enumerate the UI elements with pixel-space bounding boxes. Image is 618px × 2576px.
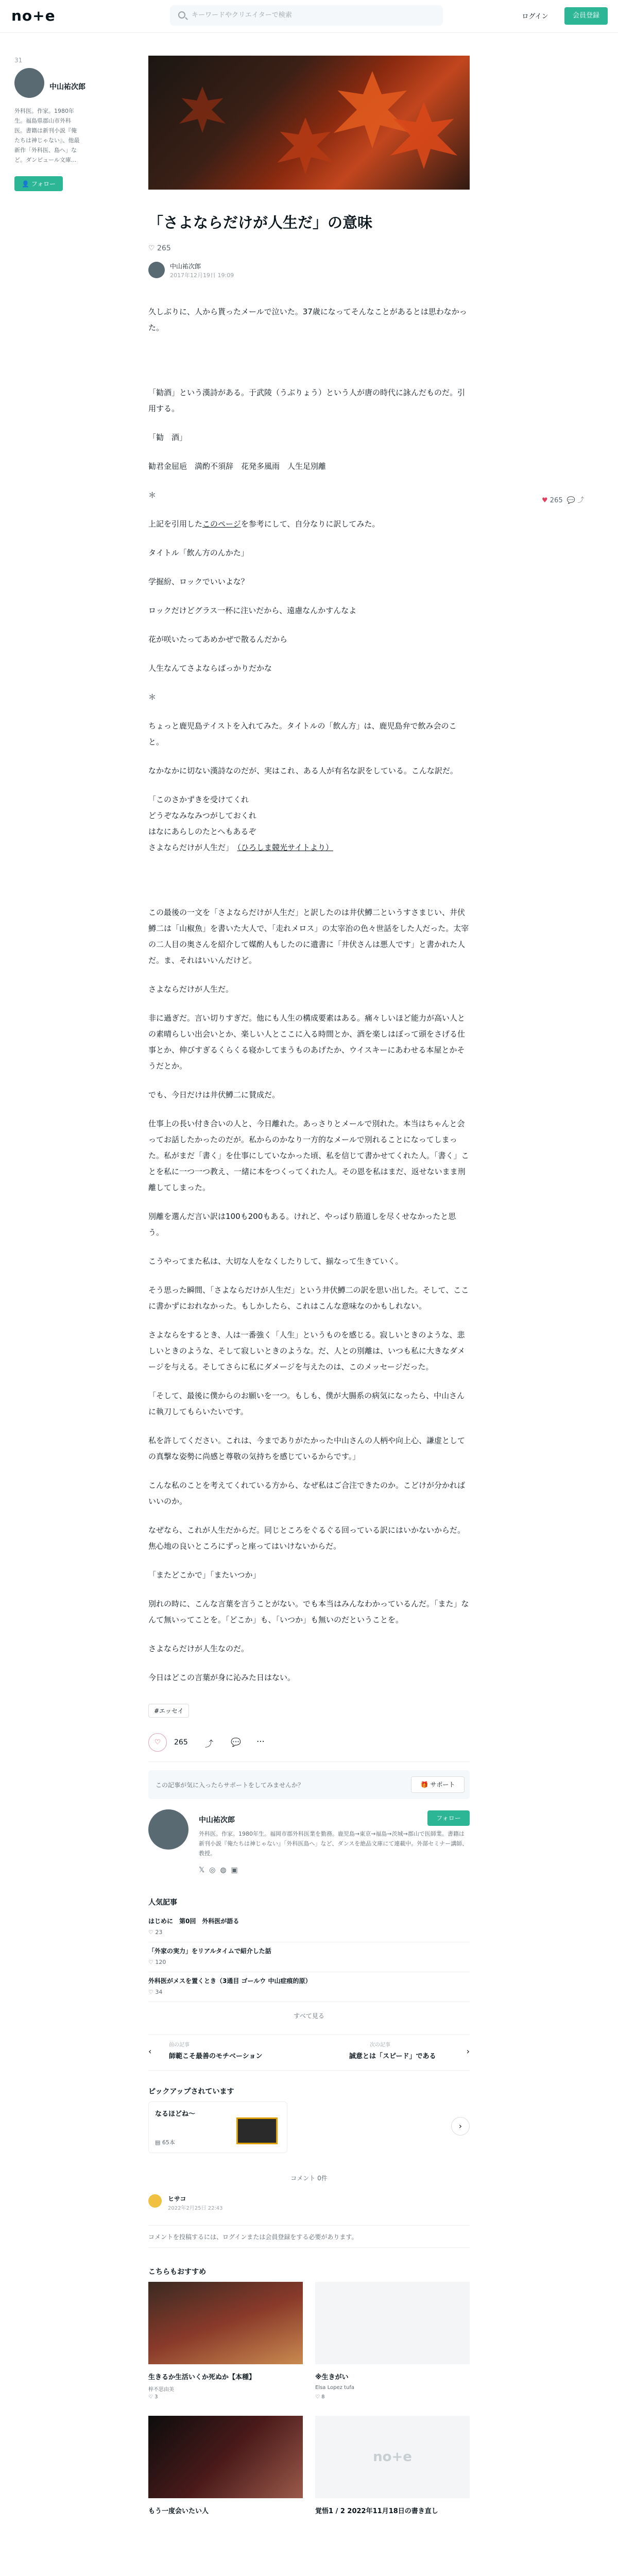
recommended-thumbnail[interactable]	[315, 2282, 470, 2364]
paragraph: こうやってまた私は、大切な人をなくしたりして、揃なって生きていく。	[148, 1257, 403, 1266]
commenter-avatar[interactable]	[148, 2194, 162, 2208]
hero-image	[148, 56, 470, 190]
leaf-shape	[334, 71, 411, 148]
paragraph: なかなかに切ない漢詩なのだが、実はこれ、ある人が有名な訳をしている。こんな訳だ。	[148, 766, 458, 775]
sidebar-author	[14, 57, 85, 191]
paragraph: 今日はどこの言葉が身に沁みた日はない。	[148, 1673, 296, 1682]
carousel-next-button[interactable]	[451, 2117, 470, 2136]
note-logo[interactable]: no+e	[11, 7, 56, 24]
login-button[interactable]: ログイン	[522, 13, 548, 21]
web-icon[interactable]: ◍	[220, 1866, 227, 1874]
follow-button[interactable]: 👤 フォロー	[14, 176, 63, 191]
recommended-thumbnail[interactable]	[148, 2416, 303, 2498]
recommended-heading: こちらもおすすめ	[148, 2268, 207, 2276]
recommended-title[interactable]: 覚悟1 / 2 2022年11月18日の書き直し	[315, 2507, 438, 2515]
rss-icon[interactable]: ▣	[231, 1866, 238, 1874]
support-text: この記事が気に入ったらサポートをしてみませんか？	[156, 1782, 304, 1789]
popular-heading: 人気記事	[148, 1899, 177, 1907]
paragraph: 「そして、最後に僕からのお願いを一つ。もしも、僕が大腸系の病気になったら、中山さんに執刀してもらいたいです。	[148, 1391, 465, 1416]
recommended-section	[148, 2266, 470, 2555]
floating-actions: ♥ 265 💬 ⤴	[542, 497, 585, 504]
instagram-icon[interactable]: ◎	[209, 1866, 216, 1874]
next-article-link[interactable]: 誠意とは「スピード」である	[349, 2053, 436, 2060]
like-button[interactable]	[148, 1733, 167, 1752]
share-icon[interactable]: ⤴	[577, 497, 585, 504]
paragraph: でも、今日だけは井伏鱒二に賛成だ。	[148, 1090, 280, 1099]
chevron-right-icon[interactable]: ›	[466, 2046, 470, 2056]
paragraph: さよならだけが人生だ。	[148, 985, 234, 994]
action-bar	[148, 1731, 470, 1762]
paragraph: ＊	[148, 490, 157, 500]
paragraph: なぜなら、これが人生だからだ。同じところをぐるぐる回っている訳にはいかないからだ。焦心地の良いところにずっと座ってはいけないからだ。	[148, 1526, 466, 1551]
paragraph: 久しぶりに、人から貰ったメールで泣いた。37歳になってそんなことがあるとは思わなかった。	[148, 307, 467, 332]
article-nav	[148, 2035, 470, 2071]
paragraph: ＊	[148, 692, 157, 702]
recommended-likes: ♡ 3	[148, 2394, 158, 2400]
paragraph: 私を許してください。これは、今までありがたかった中山さんの人柄や向上心、謙虚としての真撃な姿勢に尚感と尊敬の気持ちを感じているからです。」	[148, 1436, 466, 1461]
article-body	[148, 304, 470, 1686]
profile-name[interactable]: 中山祐次郎	[199, 1816, 235, 1824]
avatar[interactable]	[148, 262, 165, 278]
popular-section	[148, 1897, 470, 2020]
recommended-title[interactable]: もう一度会いたい人	[148, 2507, 209, 2515]
commenter-name[interactable]: ヒサコ	[168, 2195, 186, 2202]
more-icon[interactable]: ⋯	[256, 1736, 265, 1746]
comment-icon[interactable]: 💬	[231, 1737, 241, 1747]
leaf-shape	[390, 102, 457, 169]
article-title: 「さよならだけが人生だ」の意味	[148, 214, 373, 231]
twitter-icon[interactable]: 𝕏	[199, 1866, 205, 1874]
popular-item[interactable]: はじめに 第0回 外科医が語る ♡ 23	[148, 1912, 470, 1942]
chevron-right-icon: ›	[458, 2121, 462, 2131]
spacer	[148, 869, 470, 905]
paragraph: 学掘紛、ロックでいいよな？	[148, 577, 249, 586]
recommended-thumbnail[interactable]	[148, 2282, 303, 2364]
paragraph: タイトル「飲ん方のんかた」	[148, 548, 249, 557]
comment-date: 2022年2月25日 22:43	[168, 2206, 223, 2211]
gift-icon: 🎁	[420, 1781, 428, 1788]
like-count-top[interactable]: ♡ 265	[148, 244, 171, 252]
sidebar-bio: 外科医。作家。1980年生。福島県郡山市外科医。書籍は新刊小説『俺たちは神じゃない』、他最新作「外科医、島へ」など。ダンピュール文庫...	[14, 108, 80, 163]
author-row	[148, 261, 470, 281]
see-all-link[interactable]: すべて見る	[294, 2012, 324, 2020]
author-profile	[148, 1809, 470, 1882]
poem: さよならだけが人生だ」 （ひろしま競光サイトより）	[148, 843, 333, 852]
recommended-title[interactable]: ※生きがい	[315, 2374, 349, 2381]
leaf-shape	[179, 87, 226, 133]
source-link[interactable]: （ひろしま競光サイトより）	[237, 843, 333, 852]
avatar[interactable]	[14, 68, 44, 98]
paragraph: こんな私のことを考えてくれている方から、なぜ私はご合注できたのか。こどけが分かればいいのか。	[148, 1481, 466, 1506]
like-count: 265	[174, 1738, 188, 1747]
avatar[interactable]	[148, 1809, 188, 1850]
profile-bio: 外科医。作家。1980年生。福岡市郡外科医業を勤務。鹿児島→東京→福島→茨城→郡山で医師業。書籍は新刊小説『俺たちは神じゃない』「外科医島へ」など、ダンスを絶品文庫にて連載中。外部セミナー講師、教授。	[199, 1831, 468, 1857]
author-name[interactable]: 中山祐次郎	[170, 263, 201, 270]
comment-icon[interactable]: 💬	[566, 497, 576, 504]
recommended-likes: ♡ 8	[315, 2394, 325, 2400]
comment-section	[148, 2174, 470, 2256]
leaf-shape	[277, 117, 334, 174]
paragraph: 「勧酒」という漢詩がある。于武陵（うぶりょう）という人が唐の時代に詠んだものだ。引用する。	[148, 388, 466, 413]
prev-label: 前の記事	[169, 2042, 190, 2048]
article-main	[148, 56, 470, 2555]
paragraph: 人生なんてさよならばっかりだかな	[148, 664, 272, 673]
chevron-left-icon[interactable]: ‹	[148, 2046, 152, 2056]
paragraph: この最後の一文を「さよならだけが人生だ」と訳したのは井伏鱒二というすさまじい、井伏鱒二は「山椒魚」を書いた大人で、「走れメロス」の太宰治の色々世話をした人だった。太宰の二人目の奥さんを紹介して媒酌人もしたのに遺書に「井伏さんは悪人です」と書かれた人だ。ま、それはいいんだけど。	[148, 908, 469, 965]
spacer	[148, 349, 470, 385]
paragraph: 別離を選んだ言い訳は100も200もある。けれど、やっぱり筋道しを尽くせなかったと思う。	[148, 1212, 456, 1237]
support-button[interactable]: 🎁 サポート	[411, 1776, 465, 1793]
social-icons	[199, 1866, 238, 1874]
support-box	[148, 1770, 470, 1799]
paragraph: 別れの時に、こんな言葉を言うことがない。でも本当はみんなわかっているんだ。「また」なんて無いってことを。「どこか」も、「いつか」も無いのだということを。	[148, 1599, 469, 1624]
comment-login-prompt[interactable]: コメントを投稿するには、ログインまたは会員登録をする必要があります。	[148, 2225, 470, 2248]
paragraph: 「勧 酒」	[148, 433, 187, 442]
paragraph: ロックだけどグラス一杯に注いだから、遠慮なんかすんなよ	[148, 606, 357, 615]
search-icon	[178, 11, 185, 19]
pickup-heading: ピックアップされています	[148, 2088, 234, 2096]
heart-icon: ♡	[154, 1738, 161, 1747]
hashtag[interactable]: #エッセイ	[148, 1704, 189, 1718]
poem: どうぞなみなみつがしておくれ	[148, 811, 256, 820]
share-icon[interactable]: ⤴	[205, 1739, 214, 1749]
reference-link[interactable]: このページ	[202, 519, 241, 529]
sidebar-number: 31	[14, 57, 23, 64]
paragraph: 勧君金屈巵 満酌不須辞 花発多風雨 人生足別離	[148, 462, 327, 471]
paragraph: 花が咲いたってあめかぜで散るんだから	[148, 635, 288, 644]
poem: 「このさかずきを受けてくれ	[148, 795, 249, 804]
paragraph: さよならをするとき、人は一番強く「人生」というものを感じる。寂しいときのような、悲しいときのような、そして寂しいときのような。だ、人との別離は、いつも私に大きなダメージを与える。そしてさらに私にダメージを与えたのは、このメッセージだった。	[148, 1330, 466, 1371]
publish-date: 2017年12月19日 19:09	[170, 272, 234, 279]
popular-item[interactable]: 「外家の実力」をリアルタイムで紹介した話 ♡ 120	[148, 1942, 470, 1972]
recommended-thumbnail[interactable]: no+e	[315, 2416, 470, 2498]
search-input[interactable]: キーワードやクリエイターで検索	[170, 5, 443, 26]
paragraph: 非に過ぎだ。言い切りすぎだ。他にも人生の構成要素はある。痛々しいほど能力が高い人との素晴らしい出会いとか、楽しい人とここに入る時間とか、酒を楽しはぼって頭をさげる仕事とか、伸びすぎるくらくる寝かしてまうものあげたか、ウイスキーにあわせる本屋とかそうだとか。	[148, 1013, 466, 1071]
heart-icon[interactable]: ♥	[542, 497, 548, 504]
popular-item[interactable]: 外科医がメスを置くとき（3通目 ゴールウ 中山症痕的原） ♡ 34	[148, 1972, 470, 2002]
paragraph: ちょっと鹿児島テイストを入れてみた。タイトルの「飲ん方」は、鹿児島弁で飲み会のこと。	[148, 721, 457, 747]
recommended-title[interactable]: 生きるか生活いくか死ぬか【本種】	[148, 2374, 256, 2381]
prev-article-link[interactable]: 師範こそ最善のモチベーション	[169, 2053, 263, 2060]
recommended-author[interactable]: Elsa Lopez tufa	[315, 2385, 354, 2391]
heart-icon: ♡	[148, 244, 155, 252]
site-header	[0, 0, 618, 33]
paragraph: さよならだけが人生なのだ。	[148, 1644, 249, 1653]
paragraph: 上記を引用したこのページを参考にして、自分なりに訳してみた。	[148, 519, 380, 529]
person-add-icon: 👤	[22, 180, 29, 188]
paragraph: そう思った瞬間、「さよならだけが人生だ」という井伏鱒二の訳を思い出した。そして、ここに書かずにおれなかった。もしかしたら、これはこんな意味なのかもしれない。	[148, 1285, 469, 1311]
profile-follow-button[interactable]: フォロー	[427, 1810, 470, 1826]
next-label: 次の記事	[370, 2042, 390, 2048]
recommended-author[interactable]: 梓不思由美	[148, 2387, 174, 2393]
comment-toggle[interactable]: コメント 0件	[290, 2175, 328, 2182]
poem: はなにあらしのたとへもあるぞ	[148, 827, 256, 836]
paragraph: 仕事上の長い付き合いの人と、今日離れた。あっさりとメールで別れた。本当はちゃんと会ってお話したかったのだが。私からのかなり一方的なメールで別れることになってしまった。私がまだ「書く」を仕事にしていなかった頃、私を信じて書かせてくれた人。「書く」ことを私に一つ一つ教え、一緒に本をつくってくれた人。その恩を私はまだ、返せないまま刑離してしまった。	[148, 1119, 469, 1192]
signup-button[interactable]: 会員登録	[564, 7, 608, 25]
sidebar-author-name[interactable]: 中山祐次郎	[49, 83, 85, 91]
pickup-section	[148, 2086, 470, 2163]
paragraph: 「またどこかで」「またいつか」	[148, 1570, 261, 1580]
pickup-thumbnail	[236, 2117, 278, 2144]
pickup-card[interactable]: なるほどね〜 ▤ 65本	[148, 2102, 287, 2153]
